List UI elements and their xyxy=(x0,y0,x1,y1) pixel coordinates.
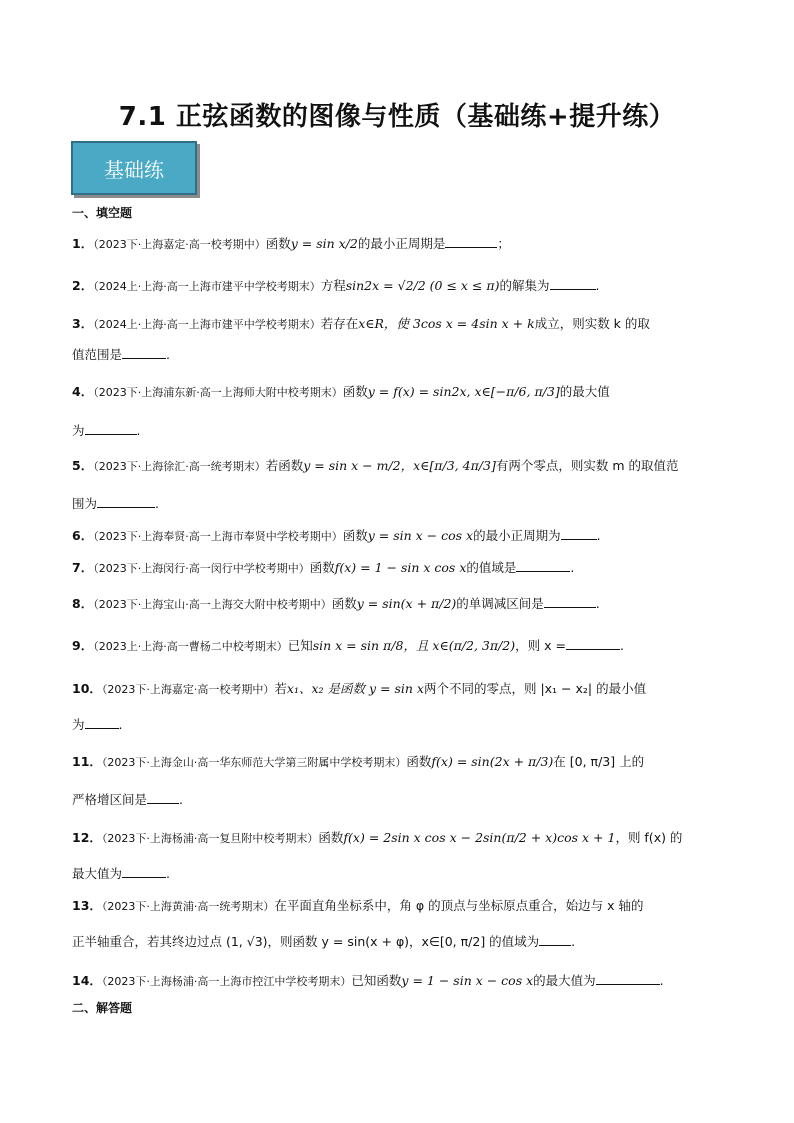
question-9: 9．（2023上·上海·高一曹杨二中校考期末）已知sin x = sin π/8，且 x∈(π/2, 3π/2)，则 x = . xyxy=(72,638,624,653)
question-12: 12．（2023下·上海杨浦·高一复旦附中校考期末）函数f(x) = 2sin x cos x − 2sin(π/2 + x)cos x + 1，则 f(x) 的 xyxy=(72,830,683,845)
question-formula: y = sin x/2 xyxy=(290,236,358,251)
question-10: 10．（2023下·上海嘉定·高一校考期中）若x₁、x₂ 是函数 y = sin x两个不同的零点，则 |x₁ − x₂| 的最小值 xyxy=(72,681,647,696)
question-4: 4．（2023下·上海浦东新·高一上海师大附中校考期末）函数y = f(x) = sin2x, x∈[−π/6, π/3]的最大值 xyxy=(72,384,610,399)
page-title: 7.1 正弦函数的图像与性质（基础练+提升练） xyxy=(118,102,676,132)
question-number: 1． xyxy=(72,236,94,251)
question-12-cont: 最大值为 . xyxy=(72,866,170,881)
question-5-cont: 围为 . xyxy=(72,496,159,511)
question-3: 3．（2024上·上海·高一上海市建平中学校考期末）若存在x∈R，使 3cos x = 4sin x + k成立，则实数 k 的取 xyxy=(72,316,650,331)
question-13-cont: 正半轴重合，若其终边过点 (1, √3)，则函数 y = sin(x + φ)，x∈[0, π/2] 的值域为 . xyxy=(72,934,576,949)
question-10-cont: 为 . xyxy=(72,717,123,732)
question-2: 2．（2024上·上海·高一上海市建平中学校考期末）方程sin2x = √2/2 (0 ≤ x ≤ π)的解集为 . xyxy=(72,278,600,293)
section-badge: 基础练 xyxy=(71,141,197,195)
question-6: 6．（2023下·上海奉贤·高一上海市奉贤中学校考期中）函数y = sin x − cos x的最小正周期为 . xyxy=(72,528,601,543)
section-heading-fill-blank: 一、填空题 xyxy=(72,206,133,220)
question-7: 7．（2023下·上海闵行·高一闵行中学校考期中）函数f(x) = 1 − sin x cos x的值域是 . xyxy=(72,560,575,575)
section-heading-answers: 二、解答题 xyxy=(72,1001,133,1015)
question-8: 8．（2023下·上海宝山·高一上海交大附中校考期中）函数y = sin(x + π/2)的单调减区间是 . xyxy=(72,596,600,611)
question-5: 5．（2023下·上海徐汇·高一统考期末）若函数y = sin x − m/2，x∈[π/3, 4π/3]有两个零点，则实数 m 的取值范 xyxy=(72,458,679,473)
question-14: 14．（2023下·上海杨浦·高一上海市控江中学校考期末）已知函数y = 1 − sin x − cos x的最大值为 . xyxy=(72,973,664,988)
question-11-cont: 严格增区间是 . xyxy=(72,792,183,807)
question-1: 1．（2023下·上海嘉定·高一校考期中）函数y = sin x/2的最小正周期是 ； xyxy=(72,236,510,251)
question-13: 13．（2023下·上海黄浦·高一统考期末）在平面直角坐标系中，角 φ 的顶点与坐标原点重合，始边与 x 轴的 xyxy=(72,898,644,913)
question-source: （2023下·上海嘉定·高一校考期中） xyxy=(93,238,266,251)
question-4-cont: 为 . xyxy=(72,423,141,438)
question-11: 11．（2023下·上海金山·高一华东师范大学第三附属中学校考期末）函数f(x) = sin(2x + π/3)在 [0, π/3] 上的 xyxy=(72,754,645,769)
question-3-cont: 值范围是 . xyxy=(72,347,170,362)
